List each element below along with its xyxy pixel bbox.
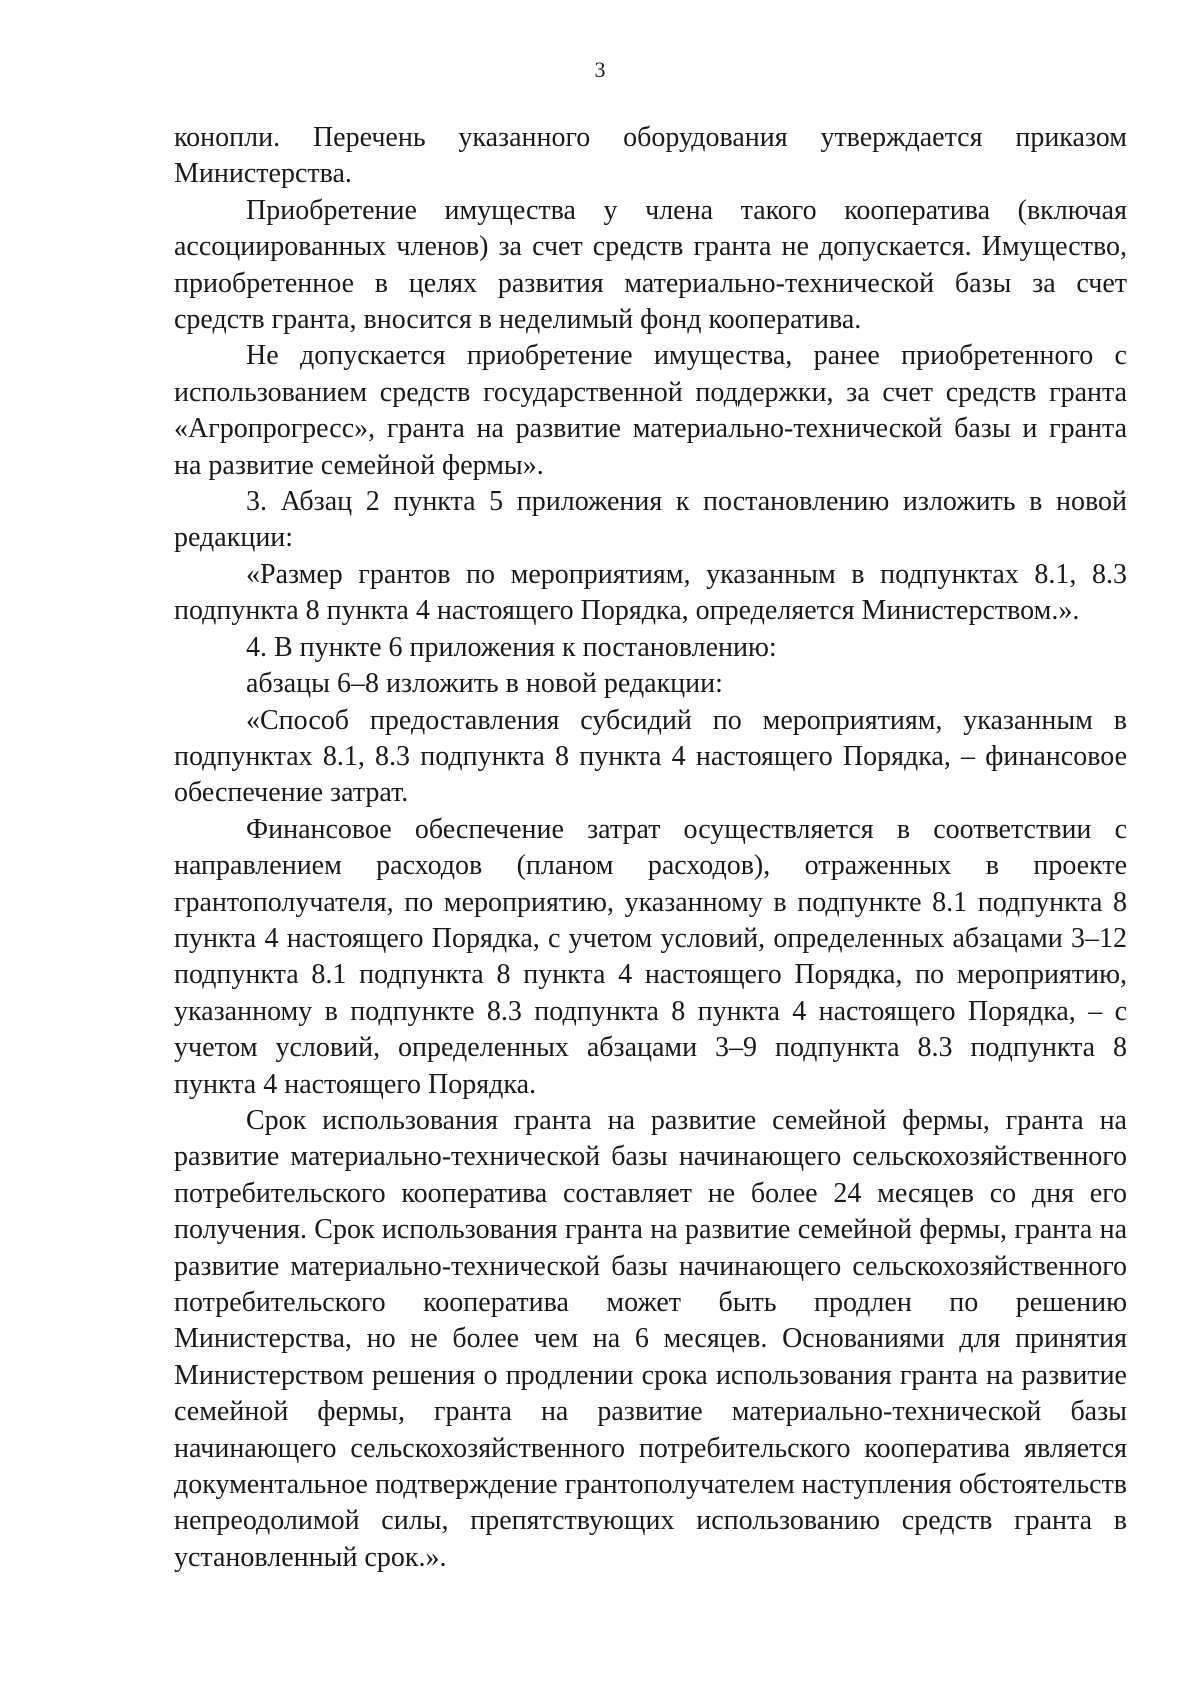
- paragraph: «Способ предоставления субсидий по мероприятиям, указанным в подпунктах 8.1, 8.3 подпункта 8 пункта 4 настоящего Порядка, – финансовое обеспечение затрат.: [174, 704, 1127, 809]
- page-number: 3: [594, 57, 606, 82]
- paragraph: Срок использования гранта на развитие семейной фермы, гранта на развитие материально-технической базы начинающего сельскохозяйственного потребительского кооператива составляет не более 24 месяцев со дня его получения. Срок использования гранта на развитие семейной фермы, гранта на развитие материально-технической базы начинающего сельскохозяйственного потребительского кооператива может быть продлен по решению Министерства, но не более чем на 6 месяцев. Основаниями для принятия Министерством решения о продлении срока использования гранта на развитие семейной фермы, гранта на развитие материально-технической базы начинающего сельскохозяйственного потребительского кооператива является документальное подтверждение грантополучателем наступления обстоятельств непреодолимой силы, препятствующих использованию средств гранта в установленный срок.».: [174, 1104, 1127, 1573]
- paragraph: абзацы 6–8 изложить в новой редакции:: [246, 668, 723, 700]
- document-body: [174, 120, 1127, 1576]
- paragraph: Приобретение имущества у члена такого кооператива (включая ассоциированных членов) за счет средств гранта не допускается. Имущество, приобретенное в целях развития материально-технической базы за счет средств гранта, вносится в неделимый фонд кооператива.: [174, 194, 1127, 336]
- paragraph: «Размер грантов по мероприятиям, указанным в подпунктах 8.1, 8.3 подпункта 8 пункта 4 настоящего Порядка, определяется Министерством.».: [174, 558, 1127, 627]
- paragraph: Финансовое обеспечение затрат осуществляется в соответствии с направлением расходов (планом расходов), отраженных в проекте грантополучателя, по мероприятию, указанному в подпункте 8.1 подпункта 8 пункта 4 настоящего Порядка, с учетом условий, определенных абзацами 3–12 подпункта 8.1 подпункта 8 пункта 4 настоящего Порядка, по мероприятию, указанному в подпункте 8.3 подпункта 8 пункта 4 настоящего Порядка, – с учетом условий, определенных абзацами 3–9 подпункта 8.3 подпункта 8 пункта 4 настоящего Порядка.: [174, 813, 1127, 1100]
- paragraph: 3. Абзац 2 пункта 5 приложения к постановлению изложить в новой редакции:: [174, 486, 1127, 554]
- paragraph: 4. В пункте 6 приложения к постановлению:: [246, 631, 777, 663]
- paragraph: конопли. Перечень указанного оборудования утверждается приказом Министерства.: [174, 122, 1127, 190]
- paragraph: Не допускается приобретение имущества, ранее приобретенного с использованием средств государственной поддержки, за счет средств гранта «Агропрогресс», гранта на развитие материально-технической базы и гранта на развитие семейной фермы».: [174, 340, 1127, 481]
